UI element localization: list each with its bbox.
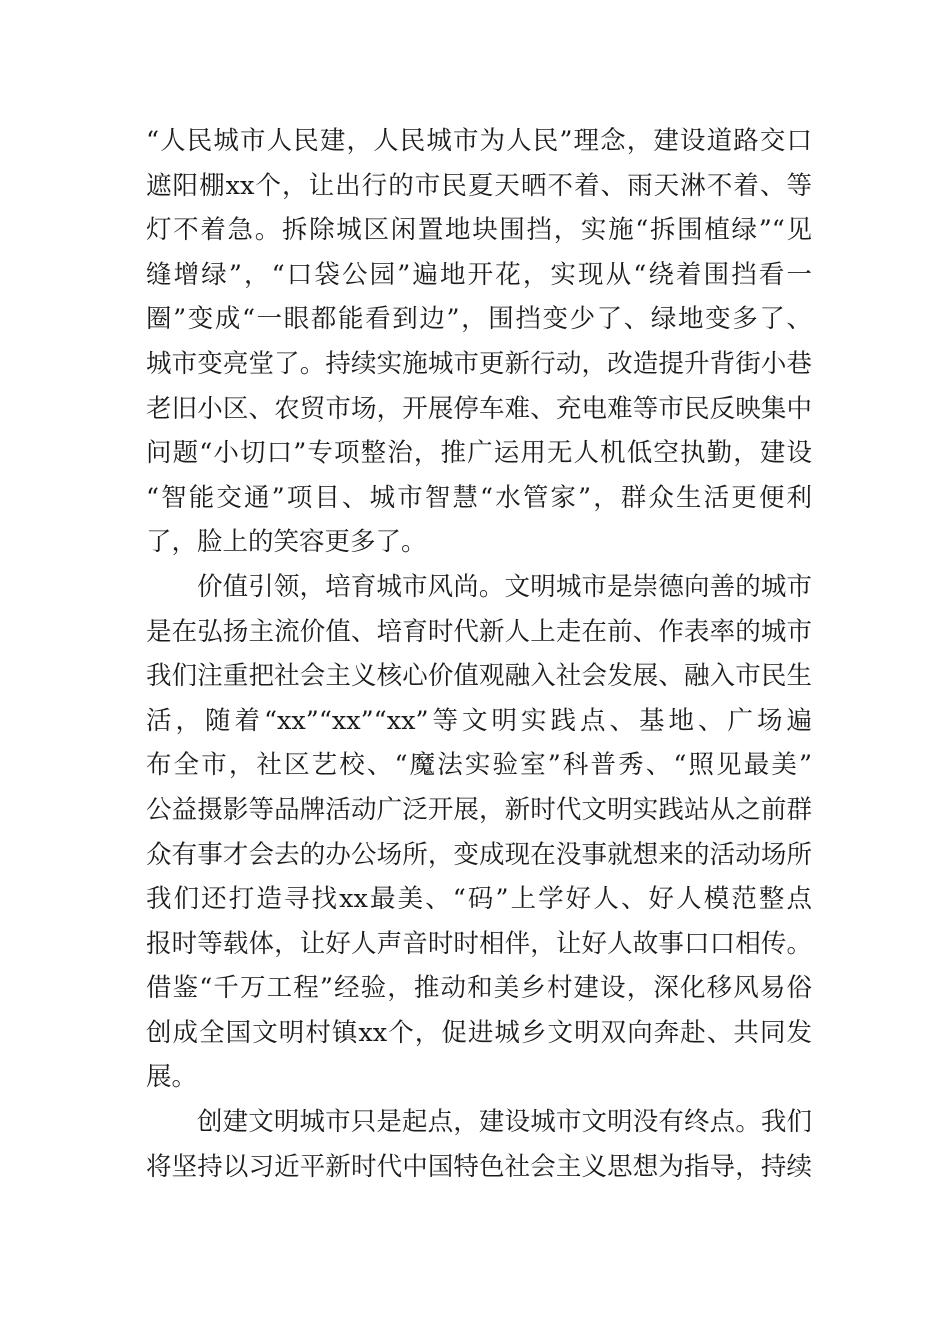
text-line: 灯不着急。拆除城区闲置地块围挡，实施“拆围植绿”“见 bbox=[146, 215, 812, 246]
text-line: 创成全国文明村镇xx个，促进城乡文明双向奔赴、共同发 bbox=[146, 1017, 812, 1048]
text-line: 了，脸上的笑容更多了。 bbox=[146, 527, 427, 558]
text-line: 借鉴“千万工程”经验，推动和美乡村建设，深化移风易俗 bbox=[146, 973, 812, 1004]
text-line: 缝增绿”，“口袋公园”遍地开花，实现从“绕着围挡看一 bbox=[146, 259, 812, 290]
paragraph-conclusion bbox=[146, 1100, 812, 1189]
text-line: 老旧小区、农贸市场，开展停车难、充电难等市民反映集中 bbox=[146, 393, 812, 424]
text-line: 将坚持以习近平新时代中国特色社会主义思想为指导，持续 bbox=[146, 1151, 812, 1182]
text-line: “智能交通”项目、城市智慧“水管家”，群众生活更便利 bbox=[146, 482, 812, 513]
text-line: 布全市，社区艺校、“魔法实验室”科普秀、“照见最美” bbox=[146, 750, 812, 781]
paragraph-value-guidance bbox=[146, 565, 812, 1100]
text-line: 遮阳棚xx个，让出行的市民夏天晒不着、雨天淋不着、等 bbox=[146, 170, 812, 201]
text-line: 我们注重把社会主义核心价值观融入社会发展、融入市民生 bbox=[146, 661, 812, 692]
text-line: 创建文明城市只是起点，建设城市文明没有终点。我们 bbox=[197, 1107, 812, 1138]
text-line: 城市变亮堂了。持续实施城市更新行动，改造提升背街小巷 bbox=[146, 348, 812, 379]
text-line: 我们还打造寻找xx最美、“码”上学好人、好人模范整点 bbox=[146, 884, 812, 915]
text-line: 公益摄影等品牌活动广泛开展，新时代文明实践站从之前群 bbox=[146, 794, 812, 825]
text-line: 是在弘扬主流价值、培育时代新人上走在前、作表率的城市 bbox=[146, 616, 812, 647]
text-line: 圈”变成“一眼都能看到边”，围挡变少了、绿地变多了、 bbox=[146, 304, 812, 335]
text-line: 活，随着“xx”“xx”“xx”等文明实践点、基地、广场遍 bbox=[146, 705, 812, 736]
text-line: 展。 bbox=[146, 1062, 198, 1093]
text-line: 问题“小切口”专项整治，推广运用无人机低空执勤，建设 bbox=[146, 438, 812, 469]
text-line: 报时等载体，让好人声音时时相伴，让好人故事口口相传。 bbox=[146, 928, 812, 959]
text-line: 众有事才会去的办公场所，变成现在没事就想来的活动场所 bbox=[146, 839, 812, 870]
text-line: “人民城市人民建，人民城市为人民”理念，建设道路交口 bbox=[146, 126, 812, 156]
text-line: 价值引领，培育城市风尚。文明城市是崇德向善的城市 bbox=[197, 571, 812, 602]
document-body bbox=[146, 119, 812, 1189]
paragraph-city-renewal bbox=[146, 119, 812, 565]
